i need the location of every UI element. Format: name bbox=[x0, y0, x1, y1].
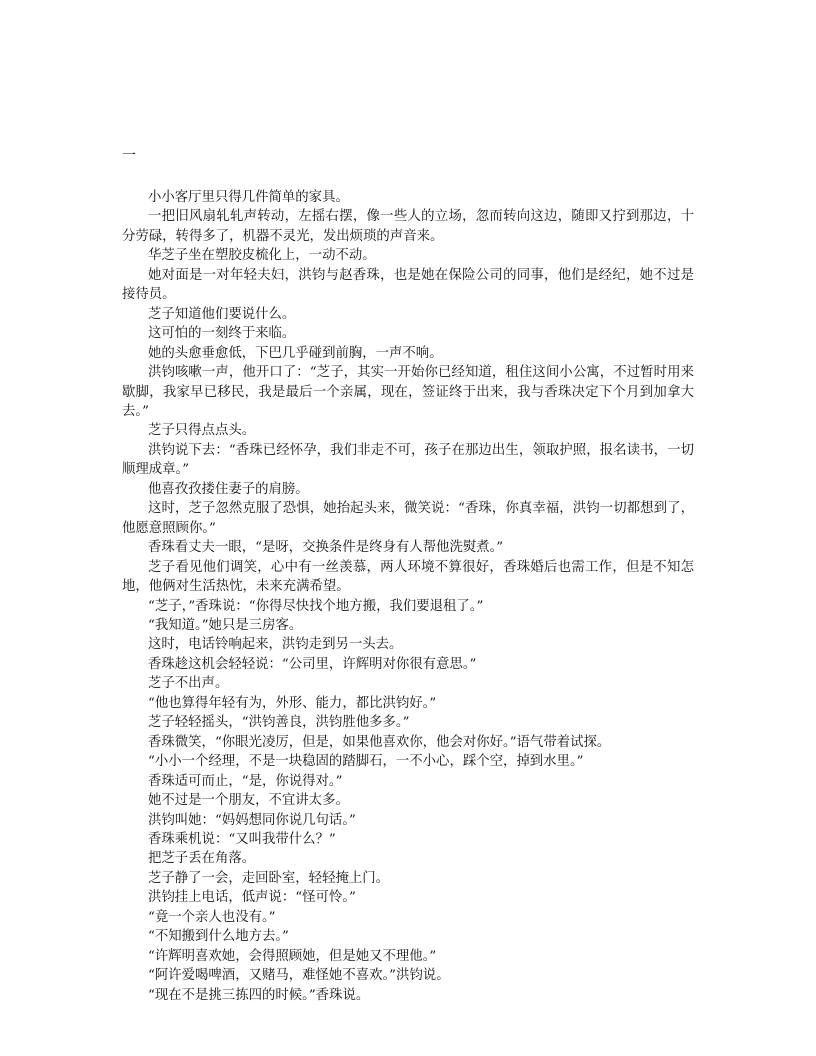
paragraph: 芝子看见他们调笑，心中有一丝羡慕，两人环境不算很好，香珠婚后也需工作，但是不知怎地，他俩对生活热忱，未来充满希望。 bbox=[122, 559, 694, 595]
paragraph: 洪钧挂上电话，低声说：“怪可怜。” bbox=[148, 890, 356, 906]
paragraph: 她不过是一个朋友，不宜讲太多。 bbox=[148, 793, 349, 809]
paragraph: 把芝子丢在角落。 bbox=[148, 851, 256, 867]
paragraph: “许辉明喜欢她，会得照顾她，但是她又不理他。” bbox=[148, 948, 437, 964]
paragraph: “不知搬到什么地方去。” bbox=[148, 929, 289, 945]
paragraph: 香珠看丈夫一眼，“是呀，交换条件是终身有人帮他洗熨煮。” bbox=[148, 540, 504, 556]
chapter-number: 一 bbox=[122, 148, 136, 164]
paragraph: 华芝子坐在塑胶皮梳化上，一动不动。 bbox=[148, 248, 376, 264]
paragraph: 香珠乘机说：“又叫我带什么？” bbox=[148, 831, 336, 847]
paragraph: 香珠微笑，“你眼光凌厉，但是，如果他喜欢你，他会对你好。”语气带着试探。 bbox=[148, 734, 611, 750]
paragraph: “阿许爱喝啤酒，又赌马，难怪她不喜欢。”洪钧说。 bbox=[148, 968, 450, 984]
paragraph: 洪钧叫她：“妈妈想同你说几句话。” bbox=[148, 812, 356, 828]
paragraph: 这时，电话铃响起来，洪钧走到另一头去。 bbox=[148, 637, 403, 653]
paragraph: “竟一个亲人也没有。” bbox=[148, 909, 276, 925]
paragraph: 洪钧说下去：“香珠已经怀孕，我们非走不可，孩子在那边出生，领取护照，报名读书，一切顺理成章。” bbox=[122, 442, 694, 478]
paragraph: 香珠适可而止，“是，你说得对。” bbox=[148, 773, 343, 789]
paragraph: 她对面是一对年轻夫妇，洪钧与赵香珠，也是她在保险公司的同事，他们是经纪，她不过是接待员。 bbox=[122, 267, 694, 303]
paragraph: 一把旧风扇轧轧声转动，左摇右摆，像一些人的立场，忽而转向这边，随即又拧到那边，十分劳碌，转得多了，机器不灵光，发出烦琐的声音来。 bbox=[122, 209, 694, 244]
paragraph: 香珠趁这机会轻轻说：“公司里，许辉明对你很有意思。” bbox=[148, 656, 477, 672]
paragraph: 这时，芝子忽然克服了恐惧，她抬起头来，微笑说：“香珠，你真幸福，洪钧一切都想到了，他愿意照顾你。” bbox=[122, 501, 694, 536]
paragraph: “他也算得年轻有为，外形、能力，都比洪钧好。” bbox=[148, 695, 437, 711]
paragraph: 芝子不出声。 bbox=[148, 676, 229, 692]
paragraph: 芝子静了一会，走回卧室，轻轻掩上门。 bbox=[148, 870, 390, 886]
paragraph: 洪钧咳嗽一声，他开口了：“芝子，其实一开始你已经知道，租住这间小公寓，不过暂时用来歇脚，我家早已移民，我是最后一个亲属，现在，签证终于出来，我与香珠决定下个月到加拿大去。” bbox=[122, 365, 694, 419]
paragraph: “我知道。”她只是三房客。 bbox=[148, 617, 303, 633]
paragraph: 这可怕的一刻终于来临。 bbox=[148, 326, 296, 342]
paragraph: “现在不是挑三拣四的时候。”香珠说。 bbox=[148, 987, 370, 1003]
paragraph: 他喜孜孜搂住妻子的肩膀。 bbox=[148, 481, 309, 497]
paragraph: 她的头愈垂愈低，下巴几乎碰到前胸，一声不响。 bbox=[148, 345, 443, 361]
story-body bbox=[122, 188, 694, 1005]
paragraph: 芝子只得点点头。 bbox=[148, 423, 256, 439]
paragraph: “芝子，”香珠说：“你得尽快找个地方搬，我们要退租了。” bbox=[148, 598, 484, 614]
paragraph: “小小一个经理，不是一块稳固的踏脚石，一不小心，踩个空，掉到水里。” bbox=[148, 754, 584, 770]
paragraph: 芝子知道他们要说什么。 bbox=[148, 306, 296, 322]
paragraph: 芝子轻轻摇头，“洪钧善良，洪钧胜他多多。” bbox=[148, 715, 410, 731]
paragraph: 小小客厅里只得几件简单的家具。 bbox=[148, 190, 349, 205]
